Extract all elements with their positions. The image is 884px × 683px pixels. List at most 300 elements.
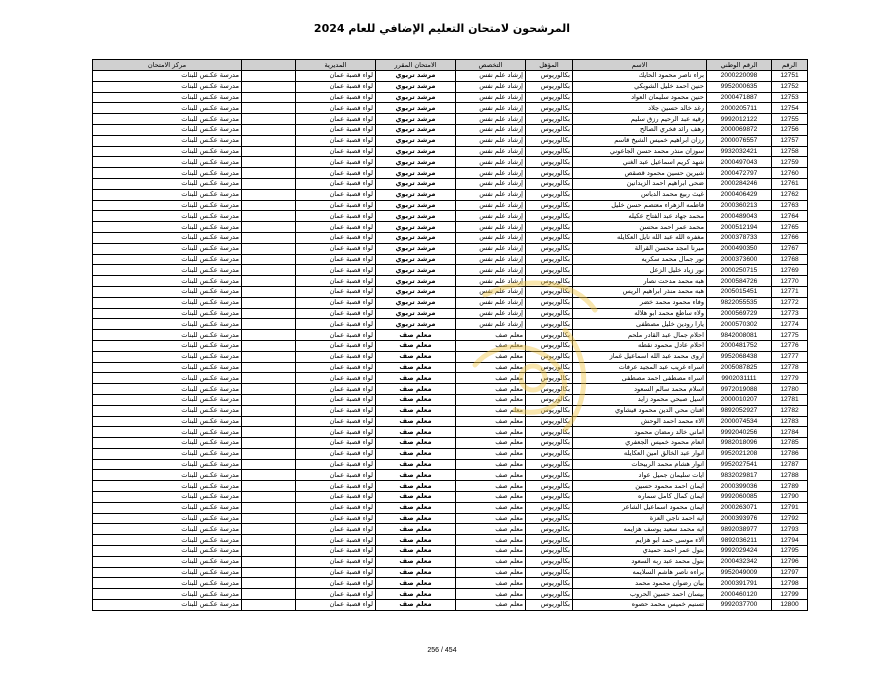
table-row	[93, 297, 808, 308]
table-row	[93, 535, 808, 546]
national-id: 2000010207	[707, 394, 772, 405]
candidate-name: رزان ابراهيم خميس الشيخ قاسم	[573, 135, 707, 146]
directorate: لواء قصبة عمان	[296, 330, 376, 341]
qualification: بكالوريوس	[526, 438, 573, 449]
candidate-name: حنين احمد خليل الشوبكي	[573, 81, 707, 92]
qualification: بكالوريوس	[526, 157, 573, 168]
candidate-name: احلام عادل محمود نقطه	[573, 340, 707, 351]
qualification: بكالوريوس	[526, 384, 573, 395]
extra-cell	[242, 405, 296, 416]
table-row	[93, 556, 808, 567]
directorate: لواء قصبة عمان	[296, 157, 376, 168]
qualification: بكالوريوس	[526, 265, 573, 276]
national-id: 2005087825	[707, 362, 772, 373]
serial-number: 12800	[772, 600, 808, 611]
national-id: 2000250715	[707, 265, 772, 276]
exam-center: مدرسة عكـس للبنات	[93, 600, 242, 611]
serial-number: 12789	[772, 481, 808, 492]
qualification: بكالوريوس	[526, 168, 573, 179]
national-id: 2000471887	[707, 92, 772, 103]
candidate-name: اروى محمد عبد الله اسماعيل غماز	[573, 351, 707, 362]
table-row	[93, 470, 808, 481]
table-row	[93, 546, 808, 557]
candidate-name: محمد عمر احمد محسن	[573, 222, 707, 233]
directorate: لواء قصبة عمان	[296, 427, 376, 438]
specialization: إرشاد علم نفس	[456, 157, 526, 168]
exam-center: مدرسة عكـس للبنات	[93, 157, 242, 168]
exam-center: مدرسة عكـس للبنات	[93, 211, 242, 222]
table-row	[93, 146, 808, 157]
national-id: 2000391791	[707, 578, 772, 589]
specialization: معلم صف	[456, 394, 526, 405]
candidate-name: ولاء ساطع محمد ابو هلاله	[573, 308, 707, 319]
serial-number: 12762	[772, 189, 808, 200]
qualification: بكالوريوس	[526, 459, 573, 470]
qualification: بكالوريوس	[526, 373, 573, 384]
national-id: 2000378733	[707, 232, 772, 243]
table-row	[93, 394, 808, 405]
exam-center: مدرسة عكـس للبنات	[93, 146, 242, 157]
qualification: بكالوريوس	[526, 427, 573, 438]
qualification: بكالوريوس	[526, 589, 573, 600]
qualification: بكالوريوس	[526, 405, 573, 416]
directorate: لواء قصبة عمان	[296, 265, 376, 276]
extra-cell	[242, 448, 296, 459]
exam-name: معلم صف	[376, 567, 456, 578]
national-id: 9822055535	[707, 297, 772, 308]
directorate: لواء قصبة عمان	[296, 243, 376, 254]
specialization: معلم صف	[456, 600, 526, 611]
table-row	[93, 524, 808, 535]
national-id: 2000399036	[707, 481, 772, 492]
directorate: لواء قصبة عمان	[296, 492, 376, 503]
directorate: لواء قصبة عمان	[296, 92, 376, 103]
qualification: بكالوريوس	[526, 578, 573, 589]
candidate-name: ايمان كمال كامل سماره	[573, 492, 707, 503]
table-row	[93, 81, 808, 92]
column-header: مركز الامتحان	[93, 60, 242, 71]
extra-cell	[242, 567, 296, 578]
exam-center: مدرسة عكـس للبنات	[93, 168, 242, 179]
national-id: 2000460120	[707, 589, 772, 600]
specialization: إرشاد علم نفس	[456, 124, 526, 135]
exam-center: مدرسة عكـس للبنات	[93, 254, 242, 265]
directorate: لواء قصبة عمان	[296, 524, 376, 535]
extra-cell	[242, 416, 296, 427]
candidate-name: بتول محمد عبد ربه السعود	[573, 556, 707, 567]
exam-center: مدرسة عكـس للبنات	[93, 459, 242, 470]
specialization: معلم صف	[456, 416, 526, 427]
table-row	[93, 211, 808, 222]
extra-cell	[242, 319, 296, 330]
specialization: إرشاد علم نفس	[456, 222, 526, 233]
national-id: 2000569729	[707, 308, 772, 319]
national-id: 9952027541	[707, 459, 772, 470]
exam-center: مدرسة عكـس للبنات	[93, 189, 242, 200]
exam-name: مرشد تربوي	[376, 189, 456, 200]
exam-name: معلم صف	[376, 535, 456, 546]
qualification: بكالوريوس	[526, 114, 573, 125]
candidate-name: احلام جمال عبد القادر ملحم	[573, 330, 707, 341]
specialization: معلم صف	[456, 535, 526, 546]
page-number: 256 / 454	[427, 647, 457, 654]
exam-name: معلم صف	[376, 351, 456, 362]
directorate: لواء قصبة عمان	[296, 135, 376, 146]
exam-name: معلم صف	[376, 578, 456, 589]
directorate: لواء قصبة عمان	[296, 103, 376, 114]
exam-name: مرشد تربوي	[376, 157, 456, 168]
column-header: الرقم	[772, 60, 808, 71]
serial-number: 12778	[772, 362, 808, 373]
exam-name: مرشد تربوي	[376, 146, 456, 157]
page-title: المرشحون لامتحان التعليم الإضافي للعام 2024	[313, 22, 571, 35]
extra-cell	[242, 459, 296, 470]
candidate-name: حنين محمود سليمان العواد	[573, 92, 707, 103]
candidate-name: براءه ناصر هاشم السلايمه	[573, 567, 707, 578]
table-row	[93, 178, 808, 189]
exam-name: مرشد تربوي	[376, 200, 456, 211]
qualification: بكالوريوس	[526, 502, 573, 513]
qualification: بكالوريوس	[526, 362, 573, 373]
exam-center: مدرسة عكـس للبنات	[93, 265, 242, 276]
directorate: لواء قصبة عمان	[296, 481, 376, 492]
exam-name: مرشد تربوي	[376, 103, 456, 114]
directorate: لواء قصبة عمان	[296, 438, 376, 449]
directorate: لواء قصبة عمان	[296, 254, 376, 265]
directorate: لواء قصبة عمان	[296, 384, 376, 395]
extra-cell	[242, 578, 296, 589]
exam-center: مدرسة عكـس للبنات	[93, 416, 242, 427]
national-id: 9892036211	[707, 535, 772, 546]
national-id: 2000489043	[707, 211, 772, 222]
serial-number: 12781	[772, 394, 808, 405]
specialization: معلم صف	[456, 470, 526, 481]
table-row	[93, 124, 808, 135]
table-row	[93, 157, 808, 168]
qualification: بكالوريوس	[526, 178, 573, 189]
directorate: لواء قصبة عمان	[296, 567, 376, 578]
qualification: بكالوريوس	[526, 222, 573, 233]
table-row	[93, 254, 808, 265]
extra-cell	[242, 135, 296, 146]
exam-name: معلم صف	[376, 384, 456, 395]
exam-center: مدرسة عكـس للبنات	[93, 535, 242, 546]
serial-number: 12774	[772, 319, 808, 330]
exam-center: مدرسة عكـس للبنات	[93, 567, 242, 578]
exam-name: معلم صف	[376, 373, 456, 384]
directorate: لواء قصبة عمان	[296, 351, 376, 362]
qualification: بكالوريوس	[526, 524, 573, 535]
extra-cell	[242, 600, 296, 611]
exam-center: مدرسة عكـس للبنات	[93, 71, 242, 82]
exam-center: مدرسة عكـس للبنات	[93, 308, 242, 319]
national-id: 2000373600	[707, 254, 772, 265]
specialization: إرشاد علم نفس	[456, 71, 526, 82]
serial-number: 12787	[772, 459, 808, 470]
national-id: 9832029817	[707, 470, 772, 481]
candidate-name: آلاء موسى حمد ابو هزايم	[573, 535, 707, 546]
table-row	[93, 448, 808, 459]
serial-number: 12753	[772, 92, 808, 103]
qualification: بكالوريوس	[526, 92, 573, 103]
exam-name: مرشد تربوي	[376, 308, 456, 319]
specialization: إرشاد علم نفس	[456, 168, 526, 179]
extra-cell	[242, 232, 296, 243]
extra-cell	[242, 556, 296, 567]
serial-number: 12759	[772, 157, 808, 168]
directorate: لواء قصبة عمان	[296, 362, 376, 373]
directorate: لواء قصبة عمان	[296, 81, 376, 92]
extra-cell	[242, 222, 296, 233]
directorate: لواء قصبة عمان	[296, 405, 376, 416]
extra-cell	[242, 340, 296, 351]
specialization: معلم صف	[456, 459, 526, 470]
serial-number: 12765	[772, 222, 808, 233]
national-id: 9902031111	[707, 373, 772, 384]
candidate-name: محمد جهاد عبد الفتاح عكيله	[573, 211, 707, 222]
table-row	[93, 168, 808, 179]
national-id: 2000074534	[707, 416, 772, 427]
national-id: 2000360213	[707, 200, 772, 211]
national-id: 9992060085	[707, 492, 772, 503]
extra-cell	[242, 373, 296, 384]
qualification: بكالوريوس	[526, 276, 573, 287]
exam-center: مدرسة عكـس للبنات	[93, 589, 242, 600]
national-id: 9952068438	[707, 351, 772, 362]
qualification: بكالوريوس	[526, 286, 573, 297]
table-row	[93, 513, 808, 524]
table-row	[93, 340, 808, 351]
candidate-name: رهف رائد فخري الصالح	[573, 124, 707, 135]
table-row	[93, 189, 808, 200]
directorate: لواء قصبة عمان	[296, 556, 376, 567]
exam-center: مدرسة عكـس للبنات	[93, 351, 242, 362]
exam-center: مدرسة عكـس للبنات	[93, 276, 242, 287]
extra-cell	[242, 535, 296, 546]
serial-number: 12788	[772, 470, 808, 481]
qualification: بكالوريوس	[526, 330, 573, 341]
exam-name: معلم صف	[376, 394, 456, 405]
table-row	[93, 232, 808, 243]
serial-number: 12773	[772, 308, 808, 319]
extra-cell	[242, 157, 296, 168]
serial-number: 12790	[772, 492, 808, 503]
directorate: لواء قصبة عمان	[296, 513, 376, 524]
national-id: 2000490350	[707, 243, 772, 254]
serial-number: 12795	[772, 546, 808, 557]
serial-number: 12797	[772, 567, 808, 578]
extra-cell	[242, 71, 296, 82]
candidate-name: شيرين حسين محمود قصقص	[573, 168, 707, 179]
column-header: المؤهل	[526, 60, 573, 71]
serial-number: 12766	[772, 232, 808, 243]
specialization: إرشاد علم نفس	[456, 243, 526, 254]
specialization: معلم صف	[456, 351, 526, 362]
candidate-name: نور زياد خليل الزعل	[573, 265, 707, 276]
extra-cell	[242, 394, 296, 405]
extra-cell	[242, 168, 296, 179]
qualification: بكالوريوس	[526, 535, 573, 546]
serial-number: 12799	[772, 589, 808, 600]
column-header: الامتحان المقرر	[376, 60, 456, 71]
qualification: بكالوريوس	[526, 211, 573, 222]
directorate: لواء قصبة عمان	[296, 578, 376, 589]
exam-center: مدرسة عكـس للبنات	[93, 438, 242, 449]
directorate: لواء قصبة عمان	[296, 276, 376, 287]
exam-name: معلم صف	[376, 481, 456, 492]
column-header: التخصص	[456, 60, 526, 71]
extra-cell	[242, 351, 296, 362]
exam-name: معلم صف	[376, 459, 456, 470]
exam-center: مدرسة عكـس للبنات	[93, 243, 242, 254]
exam-center: مدرسة عكـس للبنات	[93, 135, 242, 146]
candidate-name: ايه محمد سعيد يوسف هزايمه	[573, 524, 707, 535]
national-id: 2000406429	[707, 189, 772, 200]
national-id: 9892052927	[707, 405, 772, 416]
exam-center: مدرسة عكـس للبنات	[93, 556, 242, 567]
extra-cell	[242, 81, 296, 92]
candidate-name: مغفره الله عبد الله نايل العكايله	[573, 232, 707, 243]
serial-number: 12780	[772, 384, 808, 395]
exam-center: مدرسة عكـس للبنات	[93, 394, 242, 405]
extra-cell	[242, 297, 296, 308]
directorate: لواء قصبة عمان	[296, 189, 376, 200]
candidate-name: اسيل صبحي محمود زايد	[573, 394, 707, 405]
serial-number: 12793	[772, 524, 808, 535]
directorate: لواء قصبة عمان	[296, 124, 376, 135]
national-id: 2000512194	[707, 222, 772, 233]
directorate: لواء قصبة عمان	[296, 286, 376, 297]
specialization: إرشاد علم نفس	[456, 103, 526, 114]
directorate: لواء قصبة عمان	[296, 114, 376, 125]
national-id: 9972019088	[707, 384, 772, 395]
qualification: بكالوريوس	[526, 513, 573, 524]
specialization: إرشاد علم نفس	[456, 114, 526, 125]
extra-cell	[242, 502, 296, 513]
directorate: لواء قصبة عمان	[296, 589, 376, 600]
national-id: 2000205711	[707, 103, 772, 114]
extra-cell	[242, 362, 296, 373]
exam-name: مرشد تربوي	[376, 276, 456, 287]
specialization: إرشاد علم نفس	[456, 189, 526, 200]
national-id: 2000584726	[707, 276, 772, 287]
candidate-name: يارا رودين خليل مصطفى	[573, 319, 707, 330]
column-header: الاسم	[573, 60, 707, 71]
extra-cell	[242, 524, 296, 535]
candidate-name: هبه محمد منذر ابراهيم الريس	[573, 286, 707, 297]
candidate-name: هبه محمد مدحت نصار	[573, 276, 707, 287]
exam-center: مدرسة عكـس للبنات	[93, 81, 242, 92]
directorate: لواء قصبة عمان	[296, 200, 376, 211]
table-row	[93, 362, 808, 373]
candidate-name: بتول عمر احمد حميدي	[573, 546, 707, 557]
exam-name: معلم صف	[376, 600, 456, 611]
exam-name: معلم صف	[376, 524, 456, 535]
serial-number: 12758	[772, 146, 808, 157]
extra-cell	[242, 189, 296, 200]
extra-cell	[242, 492, 296, 503]
candidate-name: اسراء مصطفى احمد مصطفى	[573, 373, 707, 384]
table-row	[93, 405, 808, 416]
qualification: بكالوريوس	[526, 319, 573, 330]
exam-center: مدرسة عكـس للبنات	[93, 114, 242, 125]
specialization: إرشاد علم نفس	[456, 319, 526, 330]
serial-number: 12756	[772, 124, 808, 135]
exam-name: مرشد تربوي	[376, 168, 456, 179]
table-row	[93, 384, 808, 395]
directorate: لواء قصبة عمان	[296, 535, 376, 546]
extra-cell	[242, 546, 296, 557]
serial-number: 12771	[772, 286, 808, 297]
qualification: بكالوريوس	[526, 340, 573, 351]
exam-name: مرشد تربوي	[376, 71, 456, 82]
qualification: بكالوريوس	[526, 492, 573, 503]
extra-cell	[242, 427, 296, 438]
exam-center: مدرسة عكـس للبنات	[93, 178, 242, 189]
specialization: إرشاد علم نفس	[456, 81, 526, 92]
exam-name: معلم صف	[376, 492, 456, 503]
candidates-table	[92, 59, 808, 611]
table-row	[93, 567, 808, 578]
specialization: إرشاد علم نفس	[456, 254, 526, 265]
directorate: لواء قصبة عمان	[296, 168, 376, 179]
directorate: لواء قصبة عمان	[296, 211, 376, 222]
exam-center: مدرسة عكـس للبنات	[93, 362, 242, 373]
exam-center: مدرسة عكـس للبنات	[93, 578, 242, 589]
specialization: معلم صف	[456, 481, 526, 492]
candidate-name: ايمان محمود اسماعيل الشاعر	[573, 502, 707, 513]
table-row	[93, 438, 808, 449]
directorate: لواء قصبة عمان	[296, 340, 376, 351]
exam-name: معلم صف	[376, 502, 456, 513]
qualification: بكالوريوس	[526, 394, 573, 405]
qualification: بكالوريوس	[526, 243, 573, 254]
qualification: بكالوريوس	[526, 200, 573, 211]
national-id: 2000076557	[707, 135, 772, 146]
serial-number: 12794	[772, 535, 808, 546]
table-row	[93, 492, 808, 503]
table-row	[93, 114, 808, 125]
table-row	[93, 416, 808, 427]
exam-name: معلم صف	[376, 513, 456, 524]
serial-number: 12775	[772, 330, 808, 341]
exam-center: مدرسة عكـس للبنات	[93, 319, 242, 330]
table-row	[93, 481, 808, 492]
national-id: 9982018096	[707, 438, 772, 449]
serial-number: 12770	[772, 276, 808, 287]
qualification: بكالوريوس	[526, 308, 573, 319]
national-id: 2000220098	[707, 71, 772, 82]
table-row	[93, 308, 808, 319]
extra-cell	[242, 286, 296, 297]
table-row	[93, 276, 808, 287]
directorate: لواء قصبة عمان	[296, 470, 376, 481]
serial-number: 12782	[772, 405, 808, 416]
specialization: معلم صف	[456, 438, 526, 449]
extra-cell	[242, 470, 296, 481]
directorate: لواء قصبة عمان	[296, 416, 376, 427]
table-row	[93, 427, 808, 438]
extra-cell	[242, 589, 296, 600]
specialization: معلم صف	[456, 524, 526, 535]
candidate-name: سوزان منذر محمد حسن الجاعوني	[573, 146, 707, 157]
national-id: 9842008081	[707, 330, 772, 341]
candidate-name: الاء محمد احمد الوحش	[573, 416, 707, 427]
specialization: إرشاد علم نفس	[456, 286, 526, 297]
specialization: معلم صف	[456, 567, 526, 578]
candidate-name: براء ناصر محمود الحايك	[573, 71, 707, 82]
table-header-row	[93, 60, 808, 71]
